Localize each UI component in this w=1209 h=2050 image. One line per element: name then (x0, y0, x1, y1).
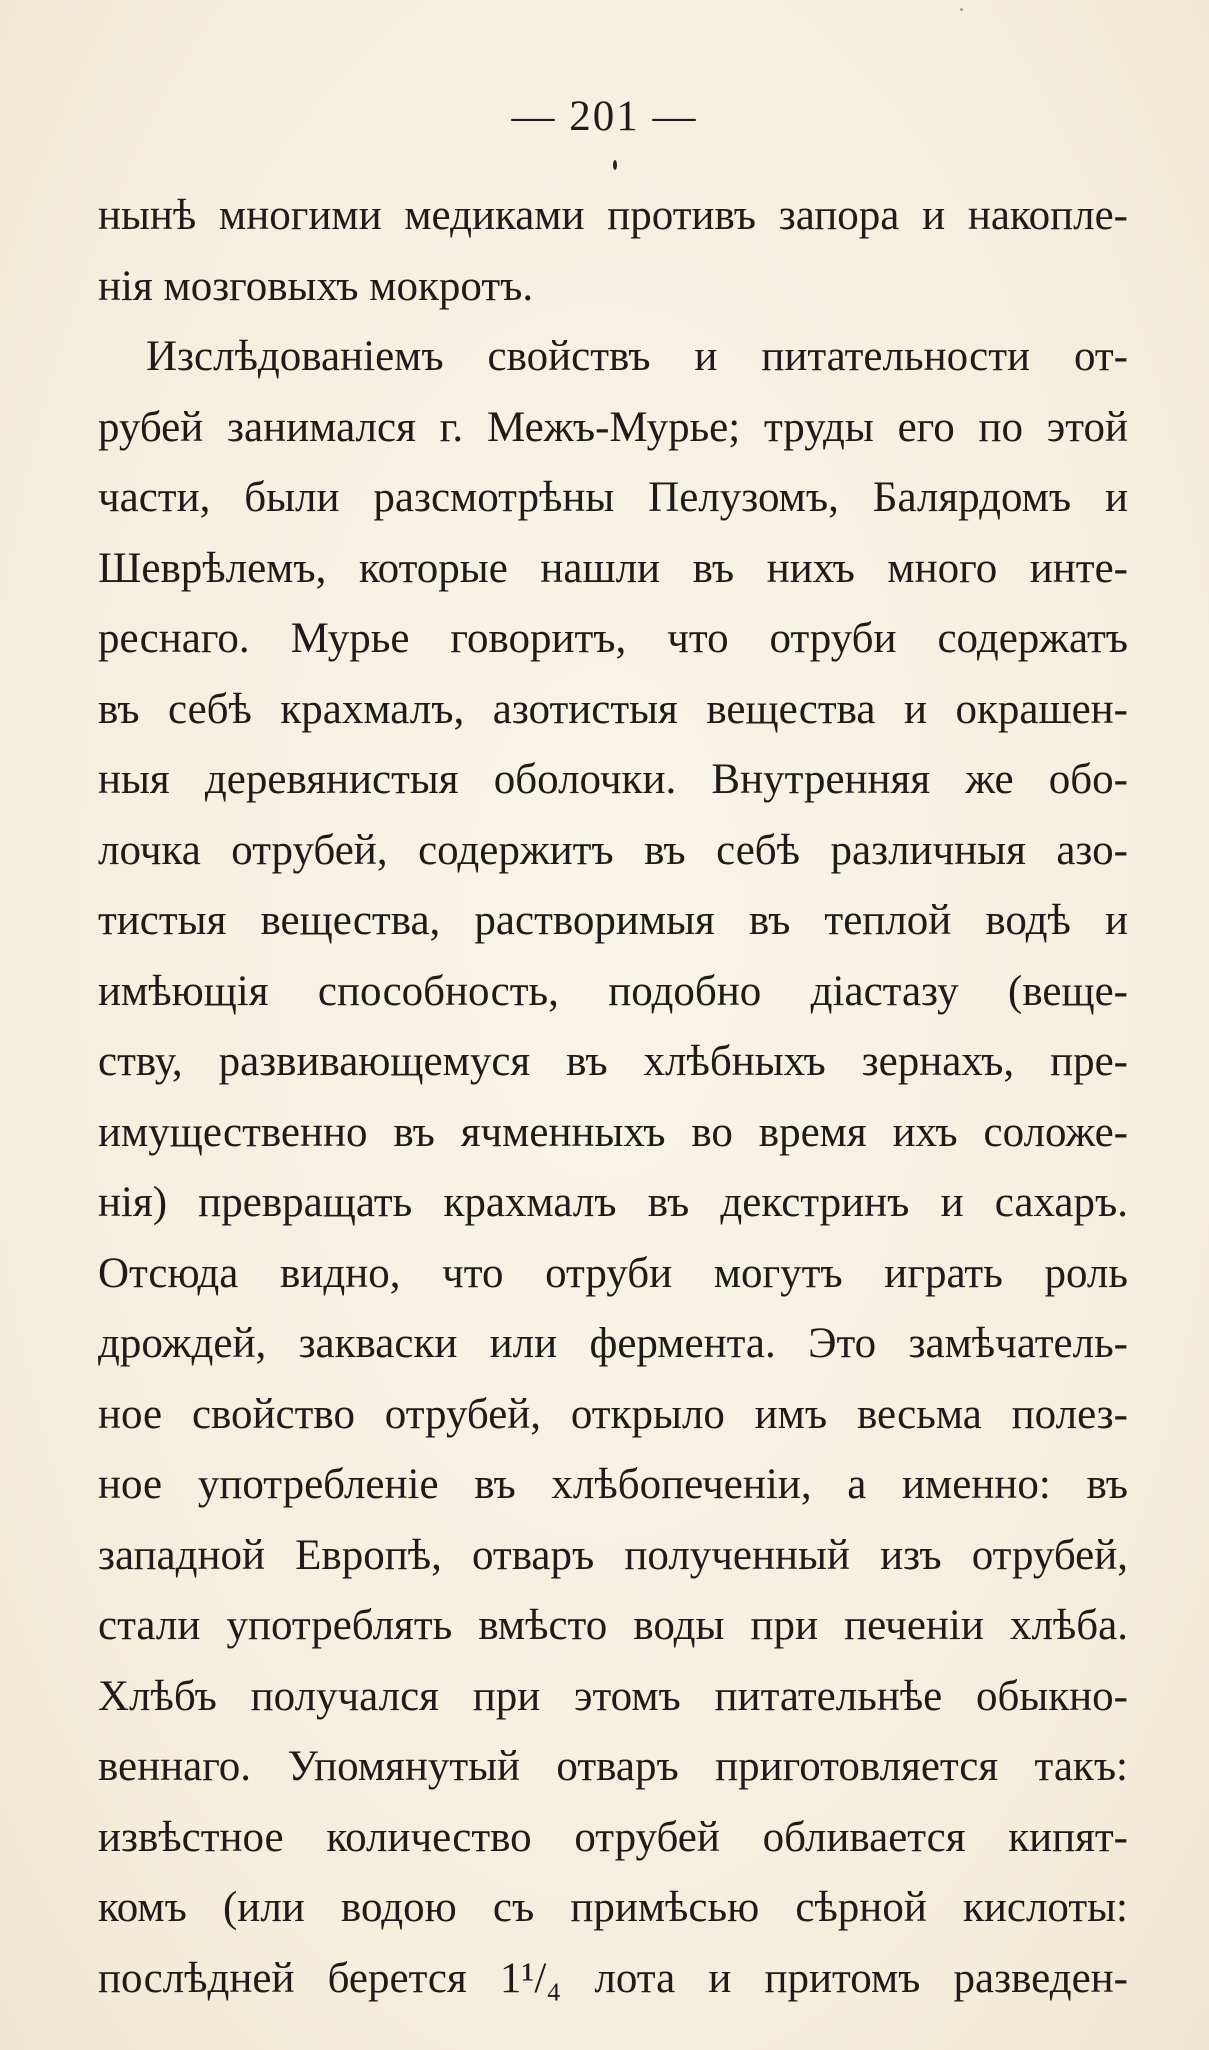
text-line: имущественно въ ячменныхъ во время ихъ соложе- (98, 1108, 1128, 1156)
text-line: Изслѣдованіемъ свойствъ и питательности от- (146, 333, 1128, 380)
text-line: Шеврѣлемъ, которые нашли въ нихъ много инте- (98, 544, 1128, 592)
text-line: ное употребленіе въ хлѣбопеченіи, а именно: въ (98, 1461, 1128, 1508)
text-line: нія) превращать крахмалъ въ декстринъ и сахаръ. (98, 1179, 1128, 1226)
text-line: ное свойство отрубей, открыло имъ весьма полез- (98, 1390, 1128, 1438)
text-line: комъ (или водою съ примѣсью сѣрной кислоты: (98, 1884, 1128, 1931)
text-line: Хлѣбъ получался при этомъ питательнѣе обыкно- (98, 1672, 1128, 1720)
ink-speck (613, 160, 617, 170)
page-number: — 201 — (511, 93, 698, 140)
text-line: нія мозговыхъ мокротъ. (98, 262, 534, 310)
text-line: въ себѣ крахмалъ, азотистыя вещества и окрашен- (98, 685, 1128, 733)
text-line: части, были разсмотрѣны Пелузомъ, Балярдомъ и (98, 474, 1128, 521)
text-line: рубей занимался г. Межъ-Мурье; труды его по этой (98, 403, 1128, 451)
text-line: извѣстное количество отрубей обливается кипят- (98, 1813, 1128, 1861)
ink-speck (960, 8, 963, 11)
text-line: западной Европѣ, отваръ полученный изъ отрубей, (98, 1531, 1128, 1579)
text-line: Отсюда видно, что отруби могутъ играть роль (98, 1249, 1128, 1297)
text-line: послѣдней берется 1¹/₄ лота и притомъ разведен- (98, 1954, 1128, 2002)
text-line: тистыя вещества, растворимыя въ теплой водѣ и (98, 897, 1128, 944)
text-line: стали употреблять вмѣсто воды при печеніи хлѣба. (98, 1602, 1128, 1649)
text-line: реснаго. Мурье говоритъ, что отруби содержатъ (98, 615, 1128, 662)
text-line: ныя деревянистыя оболочки. Внутренняя же обо- (98, 756, 1128, 803)
text-line: нынѣ многими медиками противъ запора и накопле- (98, 192, 1128, 239)
text-line: веннаго. Упомянутый отваръ приготовляется такъ: (98, 1743, 1128, 1790)
text-line: имѣющія способность, подобно діастазу (веще- (98, 967, 1128, 1015)
text-line: лочка отрубей, содержитъ въ себѣ различныя азо- (98, 826, 1128, 874)
text-line: ству, развивающемуся въ хлѣбныхъ зернахъ, пре- (98, 1038, 1128, 1085)
body-text (98, 181, 1128, 2014)
text-line: дрождей, закваски или фермента. Это замѣчатель- (98, 1320, 1128, 1367)
